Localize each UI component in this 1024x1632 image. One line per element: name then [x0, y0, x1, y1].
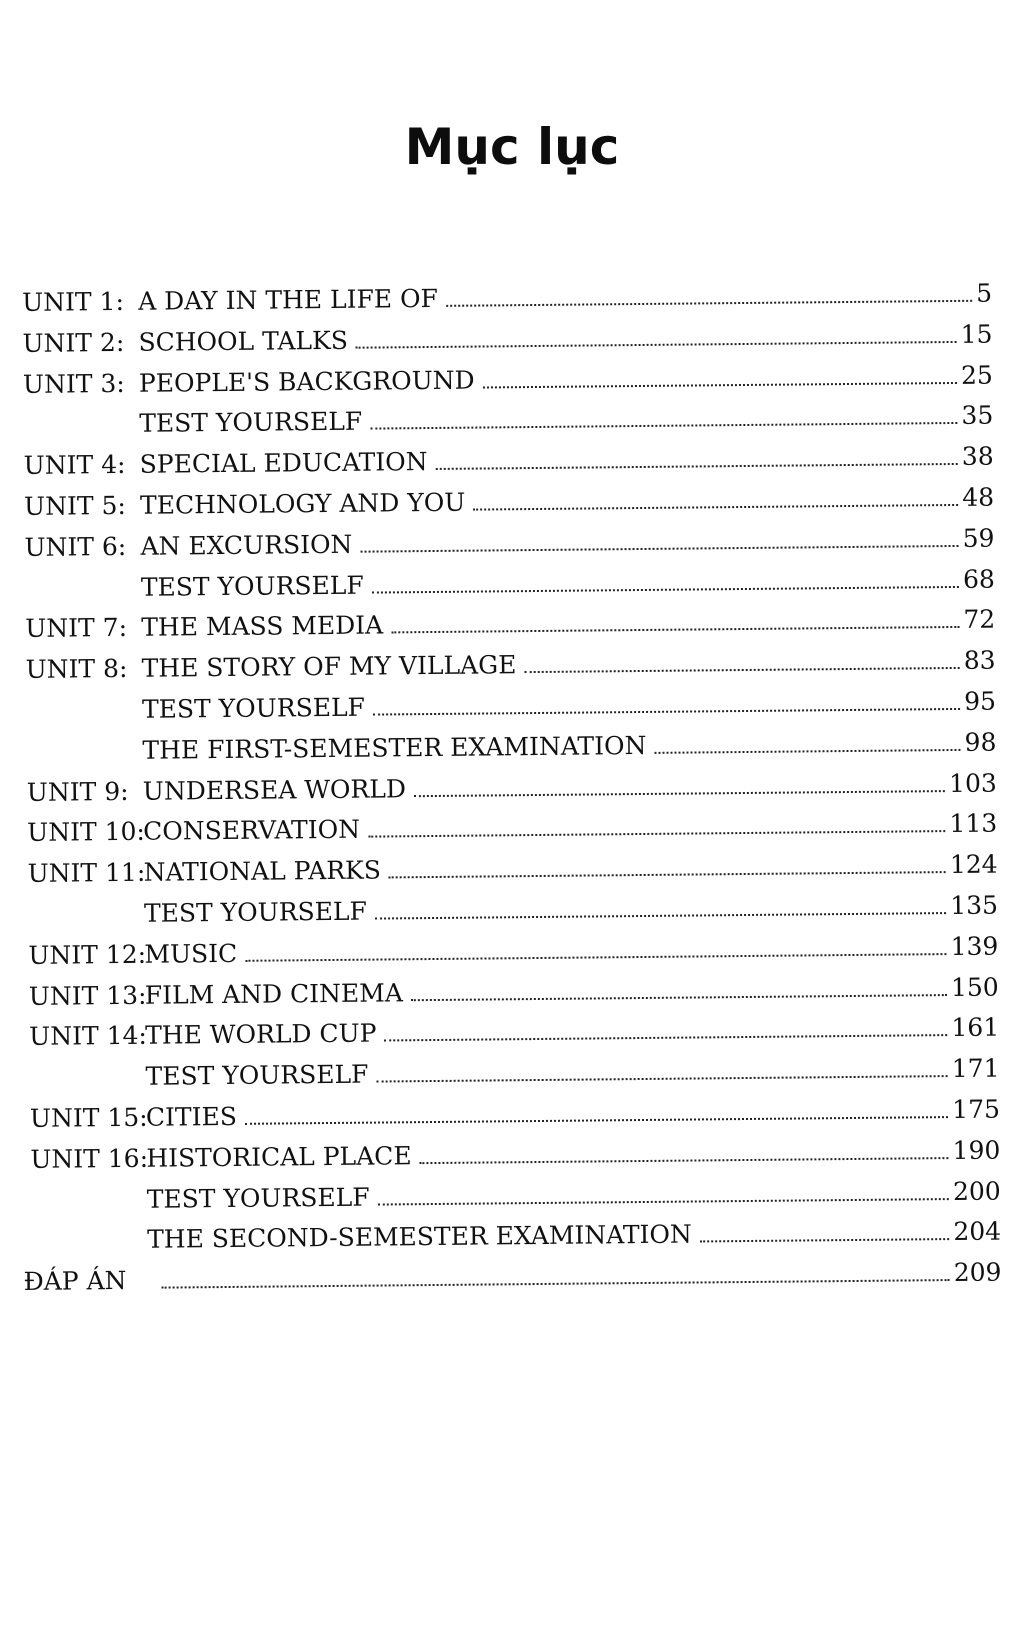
toc-entry-title: CITIES — [145, 1101, 238, 1132]
toc-unit-label: UNIT 15: — [29, 1102, 148, 1133]
toc-page-number: 35 — [961, 400, 994, 431]
toc-entry-title: THE STORY OF MY VILLAGE — [141, 650, 517, 683]
table-of-contents — [14, 279, 1002, 1308]
toc-entry-title: THE MASS MEDIA — [141, 610, 384, 643]
toc-entry-title: TEST YOURSELF — [141, 692, 366, 724]
toc-unit-label — [17, 595, 141, 596]
toc-page-number: 25 — [960, 360, 994, 390]
toc-page-number: 209 — [953, 1257, 1002, 1288]
toc-dot-leader — [414, 790, 945, 797]
toc-entry-title: THE SECOND-SEMESTER EXAMINATION — [147, 1219, 692, 1255]
toc-page-number: 83 — [963, 645, 996, 676]
toc-dot-leader — [245, 1116, 948, 1125]
toc-page-number: 124 — [949, 849, 998, 880]
toc-page-number: 190 — [952, 1135, 1001, 1165]
toc-entry-title: THE FIRST-SEMESTER EXAMINATION — [142, 730, 647, 765]
toc-row-answers — [23, 1258, 1001, 1308]
toc-dot-leader — [446, 300, 972, 307]
toc-page-number: 72 — [963, 604, 996, 635]
toc-entry-title: HISTORICAL PLACE — [146, 1140, 412, 1173]
toc-unit-label: UNIT 2: — [22, 327, 125, 358]
toc-unit-label: UNIT 13: — [28, 980, 147, 1011]
toc-dot-leader — [373, 708, 960, 716]
toc-page-number: 68 — [962, 564, 995, 594]
toc-dot-leader — [370, 422, 957, 430]
toc-page-number: 15 — [960, 319, 993, 349]
toc-dot-leader — [473, 504, 958, 511]
toc-unit-label: UNIT 4: — [23, 450, 126, 481]
toc-dot-leader — [375, 912, 946, 919]
toc-dot-leader — [372, 586, 959, 594]
toc-unit-label: UNIT 3: — [22, 368, 125, 399]
toc-unit-label: UNIT 6: — [24, 531, 127, 562]
toc-entry-title: SCHOOL TALKS — [138, 325, 349, 357]
toc-unit-label: UNIT 12: — [28, 939, 147, 970]
toc-page-number: 175 — [952, 1094, 1001, 1124]
toc-page-number: 113 — [949, 808, 998, 839]
toc-page-number: 161 — [951, 1012, 1000, 1043]
toc-dot-leader — [436, 463, 958, 470]
toc-page-number: 38 — [961, 441, 994, 472]
toc-page-number: 103 — [948, 768, 997, 798]
toc-page-number: 139 — [950, 931, 999, 961]
toc-entry-title: TECHNOLOGY AND YOU — [139, 487, 466, 520]
toc-dot-leader — [378, 1198, 949, 1205]
toc-unit-label — [23, 1248, 147, 1249]
toc-dot-leader — [385, 1034, 948, 1041]
toc-page-number: 204 — [953, 1216, 1002, 1247]
toc-entry-title: AN EXCURSION — [140, 529, 353, 561]
toc-entry-title: SPECIAL EDUCATION — [139, 447, 428, 479]
toc-entry-title: TEST YOURSELF — [145, 1059, 369, 1091]
toc-unit-label: UNIT 1: — [21, 286, 125, 317]
toc-unit-label — [20, 922, 144, 923]
toc-unit-label — [22, 1085, 146, 1086]
toc-unit-label — [23, 1207, 147, 1208]
toc-dot-leader — [700, 1238, 950, 1242]
toc-unit-label: UNIT 8: — [25, 654, 128, 685]
toc-dot-leader — [245, 953, 946, 962]
toc-entry-title: FILM AND CINEMA — [144, 977, 403, 1010]
toc-unit-label: UNIT 5: — [23, 490, 127, 521]
toc-dot-leader — [360, 545, 958, 553]
toc-dot-leader — [389, 871, 946, 878]
toc-unit-label: UNIT 14: — [29, 1021, 148, 1052]
toc-page-number: 95 — [964, 686, 997, 716]
toc-unit-label: ĐÁP ÁN — [23, 1266, 127, 1297]
toc-unit-label: UNIT 11: — [27, 857, 146, 889]
toc-dot-leader — [391, 626, 959, 633]
toc-entry-title: TEST YOURSELF — [140, 570, 364, 602]
toc-unit-label — [18, 718, 142, 719]
toc-dot-leader — [524, 667, 959, 673]
toc-page-number: 135 — [950, 890, 999, 920]
toc-dot-leader — [368, 830, 945, 838]
toc-unit-label — [15, 432, 139, 433]
toc-unit-label: UNIT 9: — [26, 776, 129, 807]
toc-unit-label — [19, 759, 143, 760]
toc-entry-title: UNDERSEA WORLD — [142, 773, 407, 806]
toc-entry-title: PEOPLE'S BACKGROUND — [138, 365, 475, 398]
toc-page-number: 5 — [976, 278, 993, 308]
toc-entry-title: THE WORLD CUP — [145, 1018, 377, 1051]
page-title: Mục lục — [404, 118, 620, 176]
toc-unit-label: UNIT 16: — [30, 1143, 149, 1174]
toc-page-number: 171 — [951, 1053, 1000, 1084]
toc-page-number: 59 — [962, 523, 995, 553]
toc-dot-leader — [377, 1075, 948, 1082]
toc-unit-label: UNIT 10: — [27, 817, 146, 848]
toc-entry-title: TEST YOURSELF — [146, 1182, 370, 1214]
toc-unit-label: UNIT 7: — [25, 613, 128, 644]
toc-entry-title: A DAY IN THE LIFE OF — [137, 283, 439, 316]
toc-page-number: 48 — [962, 482, 995, 512]
toc-entry-title: MUSIC — [144, 938, 238, 969]
toc-dot-leader — [654, 749, 960, 754]
toc-page-number: 150 — [950, 972, 999, 1002]
toc-dot-leader — [162, 1279, 950, 1289]
toc-entry-title: NATIONAL PARKS — [143, 855, 382, 887]
toc-dot-leader — [356, 341, 957, 349]
toc-page-number: 200 — [952, 1176, 1001, 1206]
toc-entry-title: TEST YOURSELF — [143, 896, 368, 928]
toc-page-number: 98 — [964, 727, 997, 757]
toc-dot-leader — [483, 382, 957, 389]
toc-entry-title: CONSERVATION — [143, 815, 361, 847]
toc-entry-title: TEST YOURSELF — [139, 407, 363, 439]
toc-dot-leader — [420, 1157, 949, 1164]
toc-dot-leader — [411, 994, 947, 1001]
